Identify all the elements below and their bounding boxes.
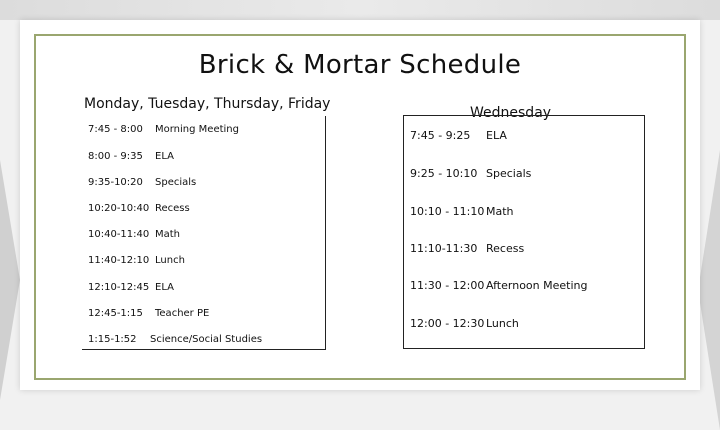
row-activity: Afternoon Meeting [486, 279, 588, 292]
row-time: 1:15-1:52 [88, 334, 137, 345]
row-time: 10:20-10:40 [88, 203, 150, 214]
row-time: 12:10-12:45 [88, 282, 150, 293]
row-time: 11:30 - 12:00 [410, 279, 485, 292]
slide [20, 20, 700, 390]
row-activity: Specials [155, 177, 197, 188]
row-time: 7:45 - 8:00 [88, 124, 143, 135]
row-activity: Teacher PE [155, 308, 210, 319]
row-activity: Lunch [155, 255, 185, 266]
row-time: 9:35-10:20 [88, 177, 143, 188]
row-activity: Recess [155, 203, 190, 214]
row-time: 7:45 - 9:25 [410, 129, 471, 142]
slide-title: Brick & Mortar Schedule [198, 50, 522, 80]
row-activity: Specials [486, 167, 532, 180]
row-activity: ELA [155, 282, 174, 293]
wednesday-heading: Wednesday [470, 105, 552, 121]
row-time: 8:00 - 9:35 [88, 151, 143, 162]
row-time: 10:10 - 11:10 [410, 205, 485, 218]
row-time: 11:40-12:10 [88, 255, 150, 266]
row-time: 11:10-11:30 [410, 242, 478, 255]
weekday-heading: Monday, Tuesday, Thursday, Friday [84, 96, 331, 112]
row-time: 12:45-1:15 [88, 308, 143, 319]
wednesday-schedule-box [403, 115, 645, 349]
row-time: 10:40-11:40 [88, 229, 150, 240]
background-shape-left [0, 160, 20, 400]
row-activity: Recess [486, 242, 525, 255]
row-time: 9:25 - 10:10 [410, 167, 478, 180]
background-band-bottom [0, 0, 720, 20]
row-activity: ELA [486, 129, 507, 142]
row-activity: Math [486, 205, 514, 218]
row-activity: Morning Meeting [155, 124, 239, 135]
row-activity: Lunch [486, 317, 519, 330]
row-activity: ELA [155, 151, 174, 162]
row-time: 12:00 - 12:30 [410, 317, 485, 330]
row-activity: Math [155, 229, 181, 240]
background-shape-right [698, 150, 720, 430]
row-activity: Science/Social Studies [150, 334, 263, 345]
